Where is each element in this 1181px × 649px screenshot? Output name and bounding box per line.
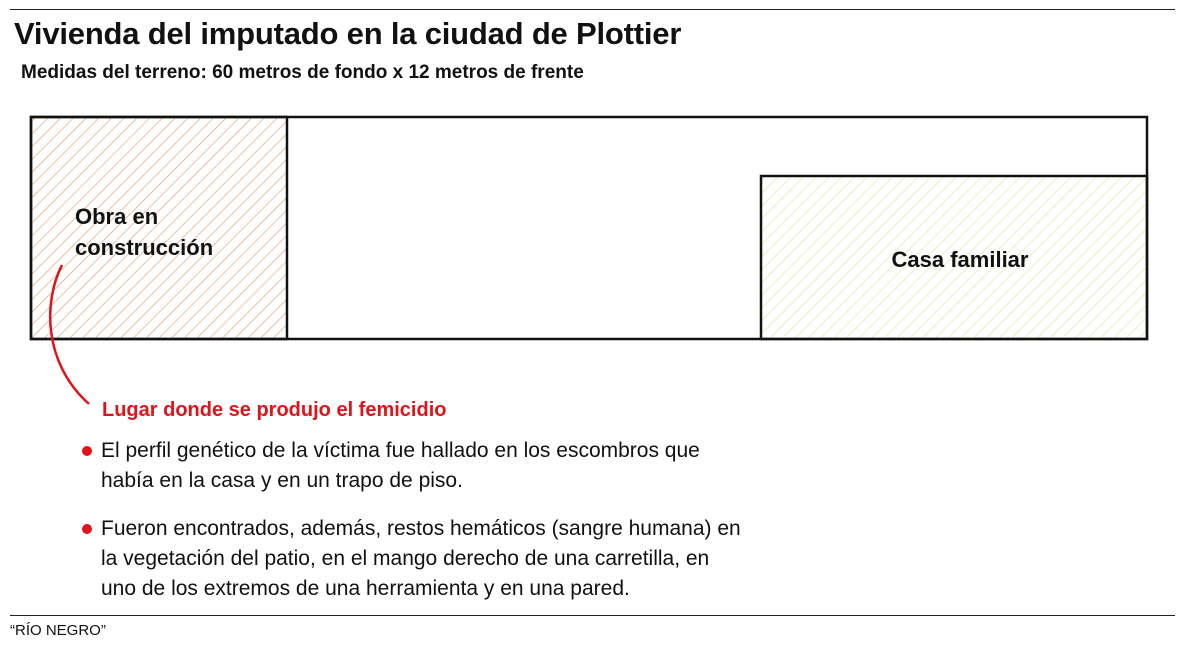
bullet-text-2 (101, 514, 741, 604)
house-label: Casa familiar (891, 247, 1029, 272)
bullet-2-line-1: Fueron encontrados, además, restos hemáticos (sangre humana) en (101, 517, 741, 540)
construction-area (31, 117, 287, 339)
source-credit: “RÍO NEGRO” (10, 622, 106, 639)
page-title: Vivienda del imputado en la ciudad de Plottier (14, 16, 682, 51)
page-subtitle: Medidas del terreno: 60 metros de fondo x 12 metros de frente (21, 62, 584, 83)
bullet-2-line-3: uno de los extremos de una herramienta y en una pared. (101, 577, 630, 600)
bullet-dot-2 (82, 524, 92, 534)
bullet-dot-1 (82, 446, 92, 456)
callout-label: Lugar donde se produjo el femicidio (102, 399, 447, 420)
construction-label-line2: construcción (75, 235, 214, 260)
bottom-rule (10, 615, 1175, 616)
construction-label-line1: Obra en (75, 204, 159, 229)
bullet-1-line-2: había en la casa y en un trapo de piso. (101, 469, 463, 492)
bullet-2-line-2: la vegetación del patio, en el mango derecho de una carretilla, en (101, 547, 710, 570)
bullet-text-1 (101, 436, 700, 496)
bullet-1-line-1: El perfil genético de la víctima fue hallado en los escombros que (101, 439, 700, 462)
